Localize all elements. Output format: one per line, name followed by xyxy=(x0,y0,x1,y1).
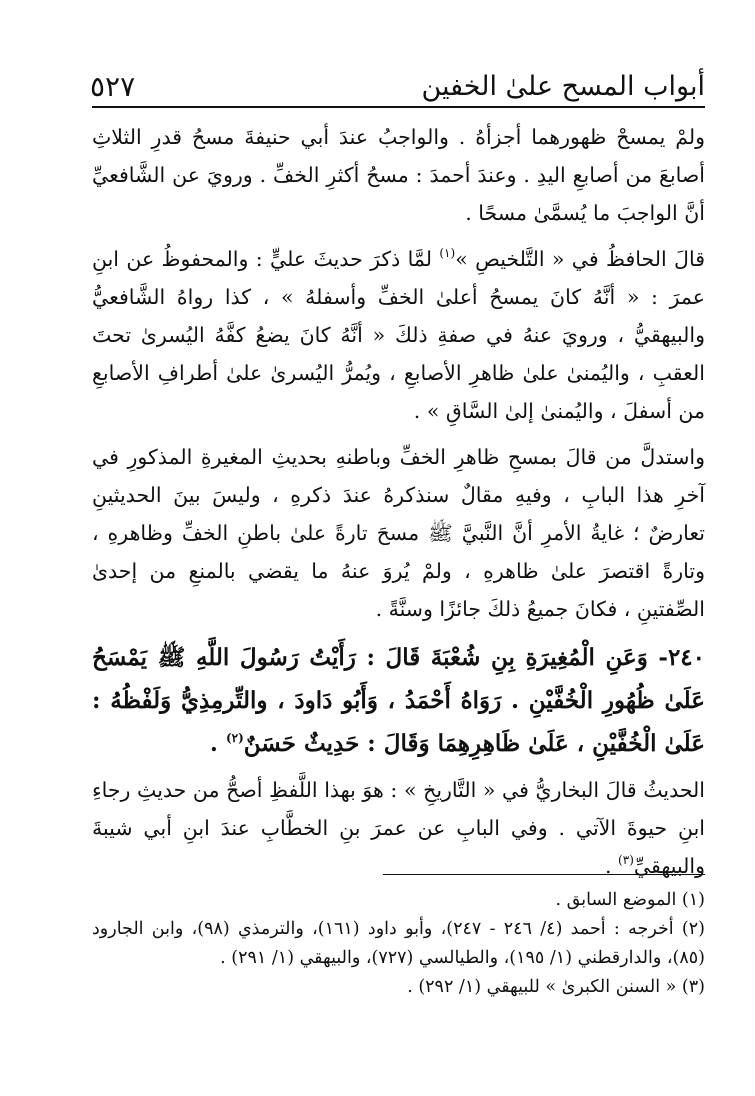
paragraph-2 xyxy=(92,240,705,430)
paragraph-1: ولمْ يمسحْ ظهورهما أجزأهُ . والواجبُ عندَ أبي حنيفةَ مسحُ قدرِ الثلاثِ أصابعَ من أصابعِ اليدِ . وعندَ أحمدَ : مسحُ أكثرِ الخفِّ . ورويَ عن الشَّافعيِّ أنَّ الواجبَ ما يُسمَّىٰ مسحًا . xyxy=(92,125,705,225)
paragraph-2-start: قالَ الحافظُ في « التَّلخيصِ » xyxy=(455,247,705,271)
hadith-text: ٢٤٠- وَعَنِ الْمُغِيرَةِ بِنِ شُعْبَةَ قَالَ : رَأَيْتُ رَسُولَ اللَّهِ ﷺ يَمْسَحُ عَلَىٰ ظُهُورِ الْخُفَّيْنِ . رَوَاهُ أَحْمَدُ ، وَأَبُو دَاودَ ، والتِّرمِذِيُّ وَلَفْظُهُ : عَلَىٰ الْخُفَّيْنِ ، عَلَىٰ ظَاهِرِهِمَا وَقَالَ : حَدِيثٌ حَسَنٌ xyxy=(92,644,705,757)
footnote-3: (٣) « السنن الكبرىٰ » للبيهقي (١/ ٢٩٢) . xyxy=(407,977,705,997)
paragraph-2-rest: لمَّا ذكرَ حديثَ عليٍّ : والمحفوظُ عن ابنِ عمرَ : « أنَّهُ كانَ يمسحُ أعلىٰ الخفِّ وأسفلهُ » ، كذا رواهُ الشَّافعيُّ والبيهقيُّ ، ورويَ عنهُ في صفةِ ذلكَ « أنَّهُ كانَ يضعُ كفَّهُ اليُسرىٰ تحتَ العقبِ ، واليُمنىٰ علىٰ ظاهرِ الأصابعِ ، ويُمرُّ اليُسرىٰ علىٰ أطرافِ الأصابعِ من أسفلَ ، واليُمنىٰ إلىٰ السَّاقِ » . xyxy=(92,247,705,423)
footnotes xyxy=(92,886,705,1002)
footnote-ref-1: (١) xyxy=(439,246,456,260)
main-text xyxy=(92,118,705,893)
paragraph-4-start: الحديثُ قالَ البخاريُّ في « التَّاريخِ » : هوَ بهذا اللَّفظِ أصحُّ من حديثِ رجاءِ ابنِ حيوةَ الآتي . وفي البابِ عن عمرَ بنِ الخطَّابِ عندَ ابنِ أبي شيبةَ والبيهقيِّ xyxy=(92,778,705,878)
footnote-ref-2: (٢) xyxy=(225,731,244,745)
footnote-1: (١) الموضع السابق . xyxy=(555,890,705,910)
hadith-end: . xyxy=(209,730,226,757)
running-head xyxy=(90,64,705,104)
chapter-title: أبواب المسح علىٰ الخفين xyxy=(421,71,705,102)
header-divider xyxy=(92,106,705,108)
footnote-ref-3: (٣) xyxy=(618,853,634,867)
paragraph-4 xyxy=(92,771,705,885)
footnote-divider xyxy=(383,874,705,875)
hadith-240 xyxy=(92,636,705,765)
footnote-2: (٢) أخرجه : أحمد (٤/ ٢٤٦ - ٢٤٧)، وأبو داود (١٦١)، والترمذي (٩٨)، وابن الجارود (٨٥)، والدارقطني (١/ ١٩٥)، والطيالسي (٧٢٧)، والبيهقي (١/ ٢٩١) . xyxy=(92,919,705,968)
page-number: ٥٢٧ xyxy=(90,70,136,103)
paragraph-3: واستدلَّ من قالَ بمسحِ ظاهرِ الخفِّ وباطنهِ بحديثِ المغيرةِ المذكورِ في آخرِ هذا البابِ ، وفيهِ مقالٌ سنذكرهُ عندَ ذكرهِ ، وليسَ بينَ الحديثينِ تعارضٌ ؛ غايةُ الأمرِ أنَّ النَّبيَّ ﷺ مسحَ تارةً علىٰ باطنِ الخفِّ وظاهرهِ ، وتارةً اقتصرَ علىٰ ظاهرهِ ، ولمْ يُروَ عنهُ ما يقضي بالمنعِ من إحدىٰ الصِّفتينِ ، فكانَ جميعُ ذلكَ جائزًا وسنَّةً . xyxy=(92,445,705,621)
paragraph-4-end: . xyxy=(605,854,619,878)
